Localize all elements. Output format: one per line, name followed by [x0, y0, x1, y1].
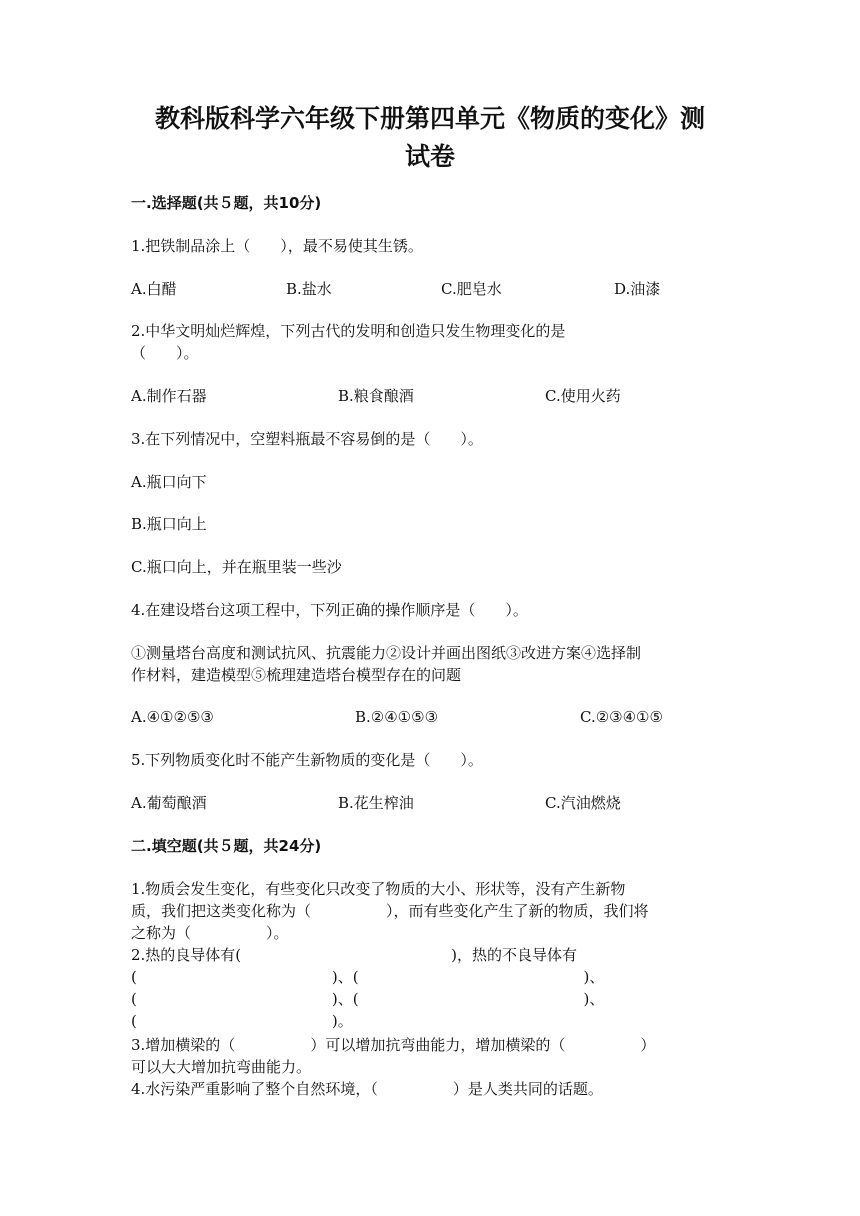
question-4-option-a: A.④①②⑤③ — [131, 708, 214, 726]
title-line-1: 教科版科学六年级下册第四单元《物质的变化》测 — [154, 104, 705, 133]
question-2-option-a: A.制作石器 — [131, 387, 207, 405]
question-2-option-b: B.粮食酿酒 — [338, 387, 414, 405]
question-2-stem-line-1: 2.中华文明灿烂辉煌，下列古代的发明和创造只发生物理变化的是 — [131, 322, 566, 340]
question-5-option-c: C.汽油燃烧 — [545, 794, 621, 812]
question-3-option-b: B.瓶口向上 — [131, 515, 207, 533]
fill-2-line-1: 2.热的良导体有( )，热的不良导体有 — [131, 946, 578, 964]
fill-2-line-3: ( )、( )、 — [131, 990, 605, 1008]
question-5-option-b: B.花生榨油 — [338, 794, 414, 812]
question-4-option-b: B.②④①⑤③ — [355, 708, 439, 726]
fill-1-line-1: 1.物质会发生变化，有些变化只改变了物质的大小、形状等，没有产生新物 — [131, 880, 626, 898]
question-2-option-c: C.使用火药 — [545, 387, 621, 405]
question-4-steps-line-2: 作材料，建造模型⑤梳理建造塔台模型存在的问题 — [131, 666, 462, 684]
page-title — [120, 100, 740, 176]
question-1-option-c: C.肥皂水 — [441, 280, 502, 298]
section-heading-fill: 二.填空题(共５题，共24分) — [131, 837, 322, 855]
fill-2-line-2: ( )、( )、 — [131, 968, 605, 986]
fill-2-line-4: ( )。 — [131, 1012, 353, 1030]
question-1-option-a: A.白醋 — [131, 280, 177, 298]
question-4-steps-line-1: ①测量塔台高度和测试抗风、抗震能力②设计并画出图纸③改进方案④选择制 — [131, 644, 642, 662]
question-3-stem: 3.在下列情况中，空塑料瓶最不容易倒的是（ ）。 — [131, 430, 483, 448]
fill-1-line-3: 之称为（ ）。 — [131, 924, 289, 942]
fill-3-line-1: 3.增加横梁的（ ）可以增加抗弯曲能力，增加横梁的（ ） — [131, 1036, 656, 1054]
question-1-option-d: D.油漆 — [614, 280, 661, 298]
question-3-option-a: A.瓶口向下 — [131, 473, 207, 491]
question-4-stem: 4.在建设塔台这项工程中，下列正确的操作顺序是（ ）。 — [131, 601, 528, 619]
question-1-stem: 1.把铁制品涂上（ ），最不易使其生锈。 — [131, 237, 423, 255]
question-1-option-b: B.盐水 — [286, 280, 332, 298]
title-line-2: 试卷 — [404, 142, 455, 171]
question-3-option-c: C.瓶口向上，并在瓶里装一些沙 — [131, 558, 342, 576]
question-4-option-c: C.②③④①⑤ — [580, 708, 663, 726]
fill-1-line-2: 质，我们把这类变化称为（ ），而有些变化产生了新的物质，我们将 — [131, 902, 649, 920]
fill-3-line-2: 可以大大增加抗弯曲能力。 — [131, 1058, 312, 1076]
question-5-option-a: A.葡萄酿酒 — [131, 794, 207, 812]
question-2-stem-line-2: （ ）。 — [131, 344, 199, 362]
fill-4-line-1: 4.水污染严重影响了整个自然环境，（ ）是人类共同的话题。 — [131, 1080, 603, 1098]
section-heading-choice: 一.选择题(共５题，共10分) — [131, 194, 322, 212]
question-5-stem: 5.下列物质变化时不能产生新物质的变化是（ ）。 — [131, 751, 483, 769]
